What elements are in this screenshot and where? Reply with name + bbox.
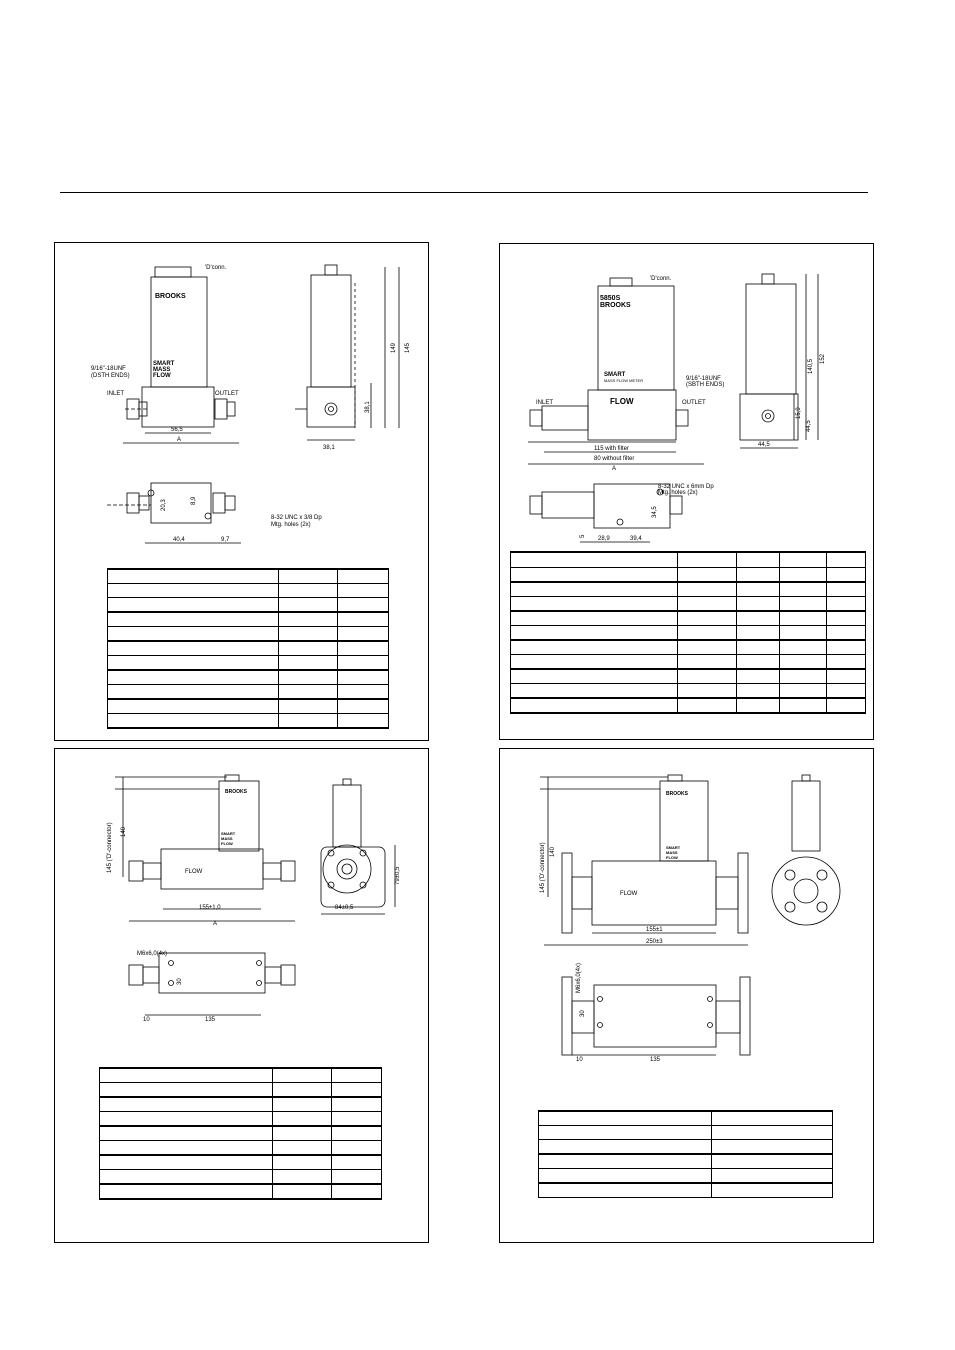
svg-text:250±3: 250±3 — [646, 939, 663, 945]
svg-text:149: 149 — [391, 342, 397, 353]
svg-text:8-32 UNC x 3/8 Dp: 8-32 UNC x 3/8 Dp — [271, 515, 322, 521]
svg-text:140: 140 — [550, 846, 556, 857]
svg-text:MASS: MASS — [221, 836, 233, 841]
svg-text:SMART: SMART — [221, 831, 236, 836]
svg-text:A: A — [177, 437, 182, 443]
svg-text:A: A — [612, 466, 617, 472]
svg-text:'D'conn.: 'D'conn. — [650, 276, 672, 282]
spec-table-4 — [538, 1110, 833, 1198]
svg-text:9/16"-18UNF: 9/16"-18UNF — [686, 376, 721, 382]
svg-text:39,4: 39,4 — [630, 536, 642, 542]
svg-text:FLOW: FLOW — [221, 841, 233, 846]
brand-logo-2: BROOKS — [600, 302, 631, 309]
svg-text:(DSTH ENDS): (DSTH ENDS) — [91, 373, 130, 379]
svg-text:M6x6,0(4x): M6x6,0(4x) — [137, 951, 168, 957]
svg-text:30: 30 — [580, 1010, 586, 1017]
svg-text:145: 145 — [405, 342, 411, 353]
svg-text:5: 5 — [580, 534, 586, 538]
svg-text:5850S: 5850S — [600, 295, 621, 302]
svg-text:79±0,5: 79±0,5 — [395, 866, 401, 885]
meter-base — [142, 387, 214, 427]
svg-text:OUTLET: OUTLET — [215, 391, 239, 397]
svg-text:Mtg. holes (2x): Mtg. holes (2x) — [271, 522, 311, 528]
panel-drawing-2 — [499, 243, 874, 740]
svg-text:A: A — [213, 921, 218, 927]
svg-text:30: 30 — [177, 978, 183, 985]
svg-text:MASS: MASS — [153, 367, 171, 373]
svg-text:SMART: SMART — [666, 845, 681, 850]
svg-text:MASS: MASS — [666, 850, 678, 855]
panel-drawing-1 — [54, 242, 429, 741]
svg-text:10: 10 — [576, 1057, 583, 1063]
svg-text:34,5: 34,5 — [652, 506, 658, 518]
brand-logo-3: BROOKS — [225, 789, 247, 795]
panel-drawing-3 — [54, 748, 429, 1243]
svg-text:'D'conn.: 'D'conn. — [205, 265, 227, 271]
svg-text:FLOW: FLOW — [666, 855, 678, 860]
svg-text:56,5: 56,5 — [171, 427, 183, 433]
svg-text:155±1: 155±1 — [646, 927, 663, 933]
svg-text:40,4: 40,4 — [173, 537, 185, 543]
svg-text:38,1: 38,1 — [323, 445, 335, 451]
svg-text:Mtg. holes (2x): Mtg. holes (2x) — [658, 490, 698, 496]
svg-text:44,5: 44,5 — [758, 442, 770, 448]
svg-text:MASS FLOW METER: MASS FLOW METER — [604, 378, 644, 383]
svg-text:(SBTH ENDS): (SBTH ENDS) — [686, 382, 725, 388]
svg-text:FLOW: FLOW — [610, 397, 634, 406]
svg-text:15,9: 15,9 — [796, 407, 802, 419]
spec-table-3 — [99, 1067, 382, 1200]
spec-table-1 — [107, 568, 389, 729]
svg-text:38,1: 38,1 — [365, 401, 371, 413]
svg-text:OUTLET: OUTLET — [682, 400, 706, 406]
svg-text:145 ('D'-connector): 145 ('D'-connector) — [107, 822, 113, 873]
svg-text:INLET: INLET — [107, 391, 125, 397]
svg-text:152: 152 — [820, 353, 826, 364]
svg-text:FLOW: FLOW — [153, 373, 171, 379]
svg-text:9,7: 9,7 — [221, 537, 230, 543]
header-rule — [60, 192, 868, 193]
svg-text:135: 135 — [205, 1017, 216, 1023]
svg-text:SMART: SMART — [153, 361, 175, 367]
svg-text:80 without filter: 80 without filter — [594, 456, 635, 462]
panel-drawing-4 — [499, 748, 874, 1243]
svg-text:INLET: INLET — [536, 400, 554, 406]
svg-text:FLOW: FLOW — [185, 869, 203, 875]
svg-text:44,5: 44,5 — [806, 420, 812, 432]
svg-text:135: 135 — [650, 1057, 661, 1063]
svg-text:FLOW: FLOW — [620, 891, 638, 897]
svg-text:SMART: SMART — [604, 372, 626, 378]
svg-text:10: 10 — [143, 1017, 150, 1023]
svg-text:145 ('D'-connector): 145 ('D'-connector) — [540, 842, 546, 893]
svg-text:84±0,5: 84±0,5 — [335, 905, 354, 911]
svg-text:140: 140 — [121, 826, 127, 837]
svg-text:M6x6,0(4x): M6x6,0(4x) — [576, 962, 582, 993]
svg-text:8-32 UNC x 6mm Dp: 8-32 UNC x 6mm Dp — [658, 484, 714, 490]
brand-logo-4: BROOKS — [666, 791, 688, 797]
svg-text:9/16"-18UNF: 9/16"-18UNF — [91, 366, 126, 372]
svg-text:28,9: 28,9 — [598, 536, 610, 542]
svg-text:140,5: 140,5 — [808, 358, 814, 374]
svg-text:115 with filter: 115 with filter — [594, 446, 629, 452]
svg-text:8,9: 8,9 — [191, 496, 197, 505]
svg-text:20,3: 20,3 — [161, 499, 167, 511]
spec-table-2 — [510, 551, 866, 714]
brand-logo: BROOKS — [155, 293, 186, 300]
svg-text:155±1,0: 155±1,0 — [199, 905, 221, 911]
